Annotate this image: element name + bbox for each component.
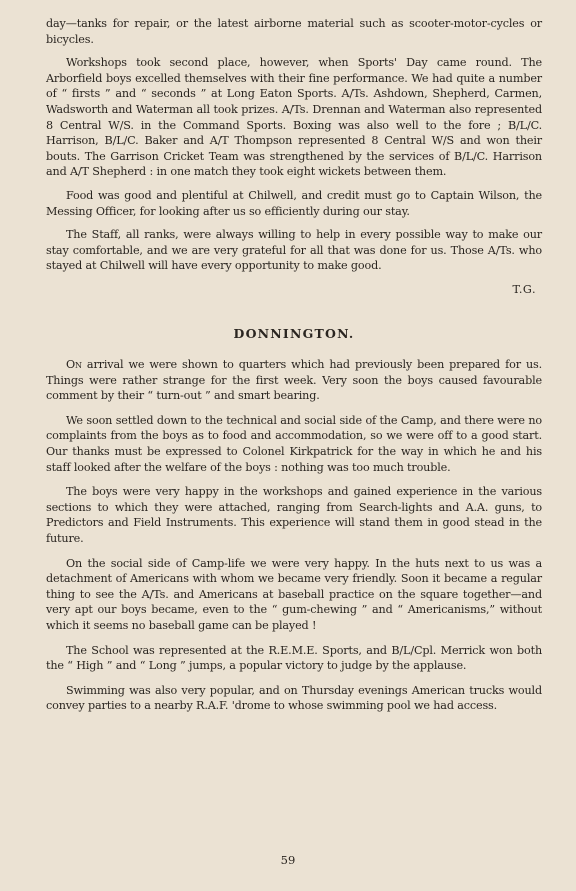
paragraph-workshops: The boys were very happy in the workshops and gained experience in the various sections to which they were attached, ranging from Search-lights and A.A. guns, to Predictors and Field Instruments. This experience will stand them in good stead in the future. — [46, 485, 542, 546]
paragraph-continuation: day—tanks for repair, or the latest airborne material such as scooter-motor-cycles or bicycles. — [46, 17, 542, 46]
paragraph-arrival — [46, 357, 542, 404]
paragraph-food: Food was good and plentiful at Chilwell, and credit must go to Captain Wilson, the Messing Officer, for looking after us so efficiently during our stay. — [46, 188, 542, 218]
paragraph-social: On the social side of Camp-life we were very happy. In the huts next to us was a detachment of Americans with whom we became very friendly. Soon it became a regular thing to see the A/Ts. and Americans at baseball practice on the square together—and very apt our boys became, even to the “ gum-chewing ” and “ Americanisms,” without which it seems no baseball game can be played ! — [46, 556, 542, 632]
paragraph-staff: The Staff, all ranks, were always willing to help in every possible way to make our stay comfortable, and we are very grateful for all that was done for us. Those A/Ts. who stayed at Chilwell will have every opportunity to make good. — [46, 228, 542, 273]
paragraph-settled: We soon settled down to the technical and social side of the Camp, and there were no complaints from the boys as to food and accommodation, so we were off to a good start. Our thanks must be expressed to Colonel Kirkpatrick for the way in which he and his staff looked after the welfare of the boys : nothing was too much trouble. — [46, 413, 542, 474]
paragraph-swimming: Swimming was also very popular, and on Thursday evenings American trucks would convey parties to a nearby R.A.F. 'drome to whose swimming pool we had access. — [46, 683, 542, 713]
paragraph-arrival-text: arrival we were shown to quarters which had previously been prepared for us. Things were rather strange for the first week. Very soon the boys caused favourable comment by their “ turn-out ” and smart bearing. — [46, 358, 542, 403]
page-number: 59 — [280, 853, 296, 867]
paragraph-sports: Workshops took second place, however, when Sports' Day came round. The Arborfield boys excelled themselves with their fine performance. We had quite a number of “ firsts ” and “ seconds ” at Long Eaton Sports. A/Ts. Ashdown, Shepherd, Carmen, Wadsworth and Waterman all took prizes. A/Ts. Drennan and Waterman also represented 8 Central W/S. in the Command Sports. Boxing was also well to the fore ; B/L/C. Harrison, B/L/C. Baker and A/T Thompson represented 8 Central W/S and won their bouts. The Garrison Cricket Team was strengthened by the services of B/L/C. Harrison and A/T Shepherd : in one match they took eight wickets between them. — [46, 56, 542, 179]
section-heading: DONNINGTON. — [233, 325, 355, 341]
paragraph-reme-sports: The School was represented at the R.E.M.E. Sports, and B/L/Cpl. Merrick won both the “ High ” and “ Long ” jumps, a popular victory to judge by the applause. — [46, 643, 542, 673]
section-body — [46, 357, 542, 714]
signature-initials: T.G. — [512, 282, 536, 296]
drop-word: On — [66, 358, 82, 372]
